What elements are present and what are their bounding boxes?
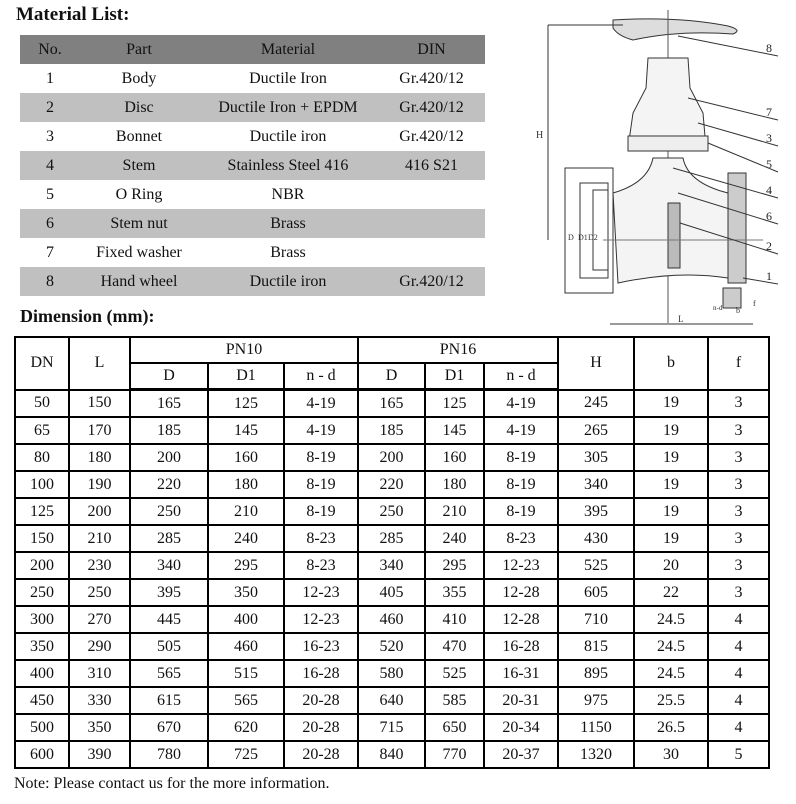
dimension-row <box>15 390 769 418</box>
material-row <box>20 267 485 296</box>
dimension-cell-pn10-d: 340 <box>130 552 208 579</box>
dimension-row <box>15 741 769 768</box>
svg-text:L: L <box>678 314 684 324</box>
dimension-cell-pn16-d1: 295 <box>425 552 484 579</box>
dimension-cell-pn16-d1: 210 <box>425 498 484 525</box>
dimension-cell-dn: 350 <box>15 633 69 660</box>
dimension-row <box>15 660 769 687</box>
dimension-cell-l: 350 <box>69 714 130 741</box>
dimension-row <box>15 579 769 606</box>
header-pn10-nd: n - d <box>284 363 358 390</box>
dimension-cell-pn16-d: 580 <box>358 660 425 687</box>
dimension-cell-pn10-nd: 4-19 <box>284 417 358 444</box>
material-cell-din: Gr.420/12 <box>399 127 464 145</box>
dimension-cell-pn16-d1: 770 <box>425 741 484 768</box>
dimension-cell-f: 4 <box>708 660 769 687</box>
material-row <box>20 93 485 122</box>
dimension-cell-h: 1320 <box>558 741 634 768</box>
dimension-cell-pn16-d: 640 <box>358 687 425 714</box>
dimension-cell-pn16-nd: 4-19 <box>484 417 558 444</box>
dimension-cell-l: 270 <box>69 606 130 633</box>
dimension-cell-pn10-d: 780 <box>130 741 208 768</box>
dimension-cell-dn: 250 <box>15 579 69 606</box>
header-h: H <box>558 337 634 390</box>
dimension-cell-dn: 600 <box>15 741 69 768</box>
dimension-cell-pn10-d1: 565 <box>208 687 284 714</box>
dimension-cell-l: 210 <box>69 525 130 552</box>
dimension-cell-pn10-d: 505 <box>130 633 208 660</box>
header-pn16-d: D <box>358 363 425 390</box>
dimension-cell-pn16-d: 715 <box>358 714 425 741</box>
dimension-cell-h: 245 <box>558 390 634 418</box>
dimension-cell-pn10-nd: 12-23 <box>284 606 358 633</box>
dimension-cell-pn10-d: 185 <box>130 417 208 444</box>
dimension-cell-f: 4 <box>708 606 769 633</box>
dimension-cell-h: 710 <box>558 606 634 633</box>
dimension-cell-pn10-d1: 145 <box>208 417 284 444</box>
dimension-cell-pn16-d: 460 <box>358 606 425 633</box>
dimension-cell-dn: 65 <box>15 417 69 444</box>
material-row <box>20 122 485 151</box>
dimension-cell-b: 20 <box>634 552 708 579</box>
dimension-cell-pn10-d: 445 <box>130 606 208 633</box>
dimension-cell-dn: 150 <box>15 525 69 552</box>
dimension-cell-pn16-d1: 470 <box>425 633 484 660</box>
dimension-cell-pn16-d1: 585 <box>425 687 484 714</box>
dimension-cell-l: 390 <box>69 741 130 768</box>
dimension-cell-pn10-nd: 16-23 <box>284 633 358 660</box>
material-cell-no: 5 <box>46 185 54 203</box>
dimension-row <box>15 687 769 714</box>
dimension-cell-pn16-nd: 8-19 <box>484 471 558 498</box>
material-cell-din: Gr.420/12 <box>378 93 485 122</box>
dimension-cell-pn10-d: 165 <box>130 390 208 418</box>
dimension-cell-pn10-d: 615 <box>130 687 208 714</box>
gate-valve-drawing <box>528 8 790 328</box>
dimension-row <box>15 471 769 498</box>
header-l: L <box>69 337 130 390</box>
dimension-cell-pn10-d1: 725 <box>208 741 284 768</box>
header-material: Material <box>198 35 378 64</box>
dimension-cell-pn10-d1: 125 <box>208 390 284 418</box>
material-cell-material: Brass <box>270 243 306 261</box>
dimension-cell-pn10-d1: 460 <box>208 633 284 660</box>
dimension-cell-pn10-d: 200 <box>130 444 208 471</box>
material-cell-din <box>378 238 485 267</box>
material-cell-no: 8 <box>20 267 80 296</box>
dimension-cell-h: 430 <box>558 525 634 552</box>
dimension-cell-f: 3 <box>708 390 769 418</box>
dimension-cell-l: 200 <box>69 498 130 525</box>
dimension-row <box>15 498 769 525</box>
dimension-table <box>14 336 770 769</box>
material-row <box>20 209 485 238</box>
svg-text:f: f <box>753 299 756 308</box>
material-cell-no: 7 <box>46 243 54 261</box>
dimension-cell-pn16-d1: 355 <box>425 579 484 606</box>
dimension-cell-h: 525 <box>558 552 634 579</box>
note-text: Note: Please contact us for the more information. <box>14 775 330 792</box>
svg-text:D1: D1 <box>578 233 588 242</box>
dimension-cell-h: 605 <box>558 579 634 606</box>
svg-text:D2: D2 <box>588 233 598 242</box>
dimension-row <box>15 633 769 660</box>
dimension-cell-h: 305 <box>558 444 634 471</box>
material-cell-din: Gr.420/12 <box>399 69 464 87</box>
dimension-cell-dn: 100 <box>15 471 69 498</box>
dimension-cell-h: 895 <box>558 660 634 687</box>
dimension-cell-pn16-d1: 160 <box>425 444 484 471</box>
dimension-cell-l: 330 <box>69 687 130 714</box>
dimension-cell-pn10-nd: 12-23 <box>284 579 358 606</box>
dimension-cell-b: 19 <box>634 444 708 471</box>
material-cell-no: 2 <box>20 93 80 122</box>
dimension-cell-b: 25.5 <box>634 687 708 714</box>
dimension-cell-dn: 80 <box>15 444 69 471</box>
material-cell-din <box>378 209 485 238</box>
dimension-cell-pn16-nd: 20-34 <box>484 714 558 741</box>
dimension-cell-dn: 50 <box>15 390 69 418</box>
dimension-cell-pn16-d: 250 <box>358 498 425 525</box>
dimension-cell-l: 150 <box>69 390 130 418</box>
dimension-cell-h: 975 <box>558 687 634 714</box>
dimension-cell-pn16-d1: 145 <box>425 417 484 444</box>
dimension-cell-pn16-d: 220 <box>358 471 425 498</box>
dimension-cell-pn10-nd: 20-28 <box>284 687 358 714</box>
header-no: No. <box>20 35 80 64</box>
callout-4: 4 <box>766 183 772 197</box>
dimension-cell-l: 310 <box>69 660 130 687</box>
callout-1: 1 <box>766 269 772 283</box>
dimension-cell-b: 22 <box>634 579 708 606</box>
dimension-cell-l: 180 <box>69 444 130 471</box>
material-row <box>20 180 485 209</box>
dimension-cell-pn10-nd: 16-28 <box>284 660 358 687</box>
material-cell-part: Bonnet <box>115 127 163 145</box>
dimension-cell-dn: 125 <box>15 498 69 525</box>
dimension-cell-h: 815 <box>558 633 634 660</box>
dimension-cell-pn16-d1: 650 <box>425 714 484 741</box>
dimension-cell-f: 3 <box>708 552 769 579</box>
dimension-cell-pn10-d: 220 <box>130 471 208 498</box>
header-pn16-d1: D1 <box>425 363 484 390</box>
material-cell-part: Stem <box>80 151 198 180</box>
material-row <box>20 238 485 267</box>
header-pn16-nd: n - d <box>484 363 558 390</box>
header-pn16: PN16 <box>358 337 558 363</box>
dimension-cell-pn16-nd: 20-37 <box>484 741 558 768</box>
material-cell-part: Fixed washer <box>96 243 182 261</box>
dimension-row <box>15 552 769 579</box>
header-f: f <box>708 337 769 390</box>
dimension-cell-pn10-nd: 8-19 <box>284 444 358 471</box>
dimension-cell-pn10-nd: 8-19 <box>284 471 358 498</box>
material-cell-material: Ductile Iron <box>249 69 327 87</box>
dimension-cell-pn16-d: 165 <box>358 390 425 418</box>
dimension-cell-pn16-nd: 20-31 <box>484 687 558 714</box>
dimension-header-row-1 <box>15 337 769 363</box>
dimension-cell-pn10-nd: 8-23 <box>284 525 358 552</box>
dimension-cell-pn10-d1: 515 <box>208 660 284 687</box>
dimension-cell-pn10-d1: 400 <box>208 606 284 633</box>
dimension-cell-b: 19 <box>634 390 708 418</box>
dimension-cell-pn16-d: 520 <box>358 633 425 660</box>
header-pn10: PN10 <box>130 337 358 363</box>
dimension-cell-b: 19 <box>634 525 708 552</box>
material-cell-part: Disc <box>80 93 198 122</box>
dimension-cell-l: 250 <box>69 579 130 606</box>
material-header-row <box>20 35 485 64</box>
header-pn10-d1: D1 <box>208 363 284 390</box>
material-cell-din: Gr.420/12 <box>378 267 485 296</box>
header-part: Part <box>80 35 198 64</box>
material-cell-material: Ductile Iron + EPDM <box>198 93 378 122</box>
header-dn: DN <box>15 337 69 390</box>
dimension-cell-pn16-d: 200 <box>358 444 425 471</box>
material-cell-no: 1 <box>46 69 54 87</box>
dimension-row <box>15 444 769 471</box>
dimension-cell-pn10-d1: 350 <box>208 579 284 606</box>
dimension-cell-pn16-nd: 12-28 <box>484 606 558 633</box>
dimension-cell-b: 19 <box>634 498 708 525</box>
dimension-cell-f: 3 <box>708 444 769 471</box>
dimension-cell-f: 4 <box>708 714 769 741</box>
dimension-cell-pn16-d: 840 <box>358 741 425 768</box>
material-cell-material: NBR <box>271 185 305 203</box>
dimension-cell-pn16-nd: 16-31 <box>484 660 558 687</box>
dimension-cell-b: 24.5 <box>634 660 708 687</box>
material-row <box>20 151 485 180</box>
handwheel-shape <box>613 19 737 40</box>
dimension-cell-l: 230 <box>69 552 130 579</box>
dimension-cell-pn10-d1: 180 <box>208 471 284 498</box>
dimension-cell-pn16-nd: 8-19 <box>484 498 558 525</box>
dimension-cell-pn16-nd: 16-28 <box>484 633 558 660</box>
dimension-row <box>15 606 769 633</box>
dimension-cell-pn16-nd: 8-19 <box>484 444 558 471</box>
dimension-cell-b: 30 <box>634 741 708 768</box>
dimension-cell-pn16-d1: 180 <box>425 471 484 498</box>
material-cell-no: 6 <box>20 209 80 238</box>
callout-6: 6 <box>766 209 772 223</box>
dimension-cell-pn16-d1: 125 <box>425 390 484 418</box>
dimension-cell-f: 3 <box>708 498 769 525</box>
dimension-cell-b: 24.5 <box>634 606 708 633</box>
header-din: DIN <box>378 35 485 64</box>
material-cell-no: 3 <box>46 127 54 145</box>
material-list-table <box>20 35 485 296</box>
material-cell-part: Hand wheel <box>80 267 198 296</box>
material-cell-material: Ductile iron <box>198 267 378 296</box>
dimension-cell-pn10-d1: 295 <box>208 552 284 579</box>
dimension-cell-dn: 200 <box>15 552 69 579</box>
dimension-cell-b: 24.5 <box>634 633 708 660</box>
dimension-cell-l: 290 <box>69 633 130 660</box>
dimension-cell-f: 5 <box>708 741 769 768</box>
callout-5: 5 <box>766 157 772 171</box>
dimension-cell-pn16-nd: 12-23 <box>484 552 558 579</box>
dimension-cell-pn16-d1: 525 <box>425 660 484 687</box>
dimension-cell-pn10-d: 285 <box>130 525 208 552</box>
dimension-cell-h: 1150 <box>558 714 634 741</box>
dimension-cell-b: 19 <box>634 471 708 498</box>
svg-text:H: H <box>536 130 544 141</box>
dimension-cell-pn10-d1: 620 <box>208 714 284 741</box>
dimension-cell-f: 3 <box>708 417 769 444</box>
dimension-cell-pn16-d: 405 <box>358 579 425 606</box>
dimension-cell-f: 4 <box>708 687 769 714</box>
header-pn10-d: D <box>130 363 208 390</box>
dimension-cell-pn16-d: 340 <box>358 552 425 579</box>
dimension-cell-pn10-d: 565 <box>130 660 208 687</box>
dimension-cell-pn16-d1: 240 <box>425 525 484 552</box>
dimension-cell-l: 170 <box>69 417 130 444</box>
dimension-cell-pn16-d: 285 <box>358 525 425 552</box>
dimension-cell-pn16-d: 185 <box>358 417 425 444</box>
header-b: b <box>634 337 708 390</box>
dimension-cell-pn10-nd: 20-28 <box>284 714 358 741</box>
dimension-cell-f: 3 <box>708 525 769 552</box>
dimension-cell-pn10-d1: 240 <box>208 525 284 552</box>
dimension-row <box>15 714 769 741</box>
dimension-cell-pn10-nd: 8-19 <box>284 498 358 525</box>
svg-text:n-d: n-d <box>713 304 723 312</box>
dimension-cell-pn10-nd: 8-23 <box>284 552 358 579</box>
dimension-cell-pn10-nd: 4-19 <box>284 390 358 418</box>
dimension-cell-dn: 400 <box>15 660 69 687</box>
material-cell-part: Body <box>121 69 157 87</box>
dimension-cell-pn16-nd: 12-28 <box>484 579 558 606</box>
callout-8: 8 <box>766 41 772 55</box>
dimension-cell-pn10-d: 250 <box>130 498 208 525</box>
svg-text:b: b <box>736 306 740 315</box>
dimension-cell-pn10-d: 670 <box>130 714 208 741</box>
dimension-cell-b: 26.5 <box>634 714 708 741</box>
dimension-cell-h: 340 <box>558 471 634 498</box>
callout-labels <box>766 41 772 283</box>
dimension-cell-f: 4 <box>708 633 769 660</box>
dimension-cell-f: 3 <box>708 579 769 606</box>
dimension-cell-pn10-d1: 210 <box>208 498 284 525</box>
dimension-cell-dn: 300 <box>15 606 69 633</box>
svg-text:D: D <box>568 233 574 242</box>
material-list-title: Material List: <box>16 4 130 25</box>
dimension-cell-dn: 500 <box>15 714 69 741</box>
dimension-cell-pn16-nd: 4-19 <box>484 390 558 418</box>
material-cell-material: Ductile iron <box>249 127 327 145</box>
material-cell-din: 416 S21 <box>378 151 485 180</box>
material-cell-no: 4 <box>20 151 80 180</box>
dimension-row <box>15 525 769 552</box>
dimension-cell-f: 3 <box>708 471 769 498</box>
dimension-cell-pn16-nd: 8-23 <box>484 525 558 552</box>
material-cell-din <box>378 180 485 209</box>
dimension-cell-dn: 450 <box>15 687 69 714</box>
dimension-cell-h: 395 <box>558 498 634 525</box>
dimension-cell-pn16-d1: 410 <box>425 606 484 633</box>
material-cell-part: O Ring <box>115 185 163 203</box>
dimension-cell-pn10-d: 395 <box>130 579 208 606</box>
dimension-cell-l: 190 <box>69 471 130 498</box>
material-cell-material: Stainless Steel 416 <box>198 151 378 180</box>
callout-2: 2 <box>766 239 772 253</box>
material-row <box>20 64 485 93</box>
dimension-cell-b: 19 <box>634 417 708 444</box>
dimension-title: Dimension (mm): <box>20 306 155 326</box>
material-cell-material: Brass <box>198 209 378 238</box>
dimension-row <box>15 417 769 444</box>
callout-3: 3 <box>766 131 772 145</box>
dimension-cell-pn10-d1: 160 <box>208 444 284 471</box>
callout-7: 7 <box>766 105 772 119</box>
material-cell-part: Stem nut <box>80 209 198 238</box>
dimension-cell-pn10-nd: 20-28 <box>284 741 358 768</box>
dimension-cell-h: 265 <box>558 417 634 444</box>
